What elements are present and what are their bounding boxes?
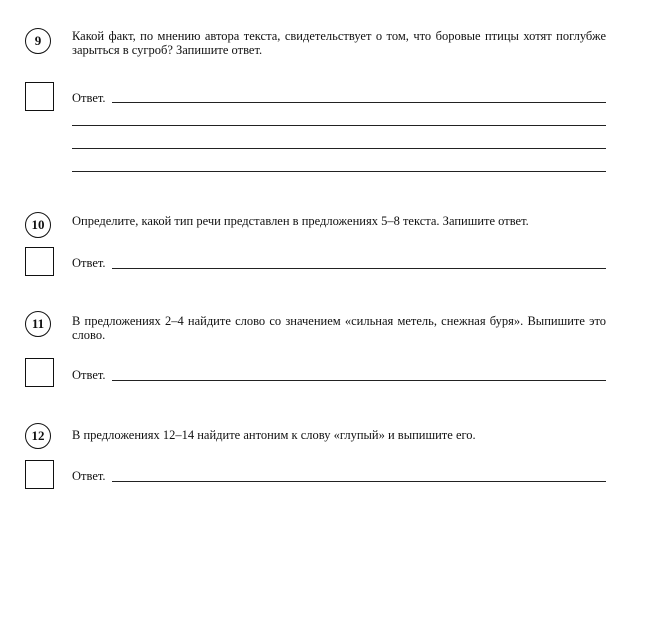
answer-label: Ответ. <box>72 368 106 382</box>
answer-label: Ответ. <box>72 91 106 105</box>
answer-label: Ответ. <box>72 469 106 483</box>
task-number-badge: 9 <box>25 28 51 54</box>
answer-box[interactable] <box>25 82 54 111</box>
answer-line[interactable] <box>112 380 606 381</box>
answer-line[interactable] <box>72 171 606 172</box>
task-number-badge: 10 <box>25 212 51 238</box>
answer-line[interactable] <box>72 125 606 126</box>
task-number-badge: 12 <box>25 423 51 449</box>
task-question: В предложениях 2–4 найдите слово со значением «сильная метель, снежная буря». Выпишите это слово. <box>72 314 606 342</box>
task-question: Определите, какой тип речи представлен в предложениях 5–8 текста. Запишите ответ. <box>72 214 529 228</box>
task-question: В предложениях 12–14 найдите антоним к слову «глупый» и выпишите его. <box>72 428 476 442</box>
answer-line[interactable] <box>112 268 606 269</box>
answer-box[interactable] <box>25 460 54 489</box>
task-question: Какой факт, по мнению автора текста, свидетельствует о том, что боровые птицы хотят поглубже зарыться в сугроб? Запишите ответ. <box>72 29 606 57</box>
answer-label: Ответ. <box>72 256 106 270</box>
answer-box[interactable] <box>25 358 54 387</box>
answer-line[interactable] <box>72 148 606 149</box>
answer-line[interactable] <box>112 481 606 482</box>
answer-line[interactable] <box>112 102 606 103</box>
answer-box[interactable] <box>25 247 54 276</box>
task-number-badge: 11 <box>25 311 51 337</box>
